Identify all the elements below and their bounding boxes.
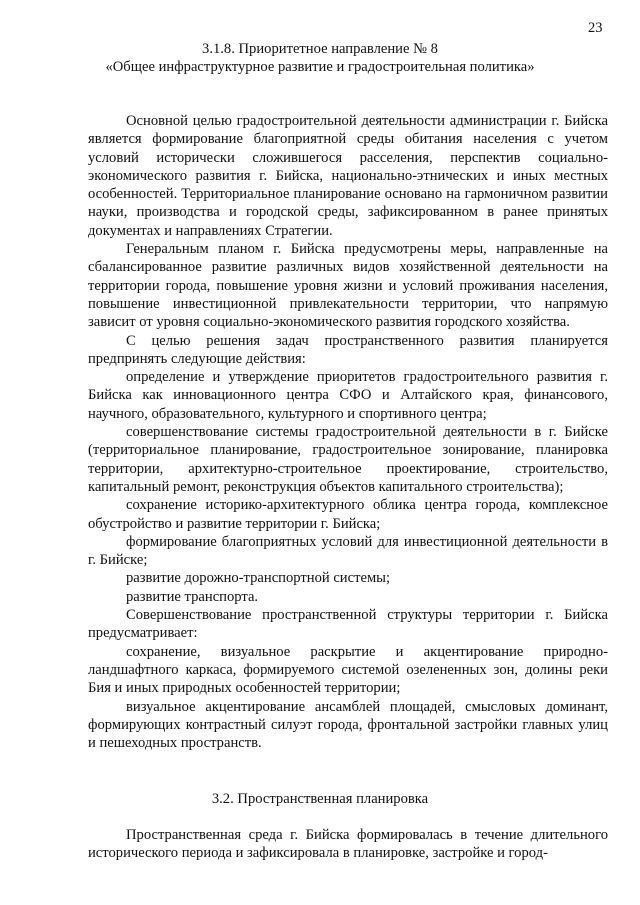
section-heading-title: «Общее инфраструктурное развитие и градостроительная политика» [105, 59, 535, 75]
list-item: определение и утверждение приоритетов градостроительного развития г. Бийска как инновационного центра СФО и Алтайского края, финансового, научного, образовательного, культурного и спортивного центра; [88, 369, 608, 422]
list-item: совершенствование системы градостроительной деятельности в г. Бийске (территориальное планирование, градостроительное зонирование, планировка территории, архитектурно-строительное проектирование, строительство, капитальный ремонт, реконструкция объектов капитального строительства); [88, 424, 608, 495]
paragraph: Основной целью градостроительной деятельности администрации г. Бийска является формирование благоприятной среды обитания населения с учетом условий исторически сложившегося расселения, перспектив социально-экономического развития г. Бийска, национально-этнических и иных местных особенностей. Территориальное планирование основано на гармоничном развитии науки, производства и городской среды, зафиксированном в ранее принятых документах и направлениях Стратегии. [88, 113, 608, 239]
list-item: сохранение, визуальное раскрытие и акцентирование природно-ландшафтного каркаса, формируемого системой озелененных зон, долины реки Бия и иных природных особенностей территории; [88, 643, 608, 697]
page-number: 23 [588, 20, 603, 36]
paragraph: Совершенствование пространственной структуры территории г. Бийска предусматривает: [88, 607, 608, 642]
subsection-heading: 3.2. Пространственная планировка [211, 791, 429, 807]
subsection-body [88, 826, 608, 863]
list-item: визуальное акцентирование ансамблей площадей, смысловых доминант, формирующих контрастный силуэт города, фронтальной застройки главных улиц и пешеходных пространств. [88, 698, 608, 752]
list-item: сохранение историко-архитектурного облика центра города, комплексное обустройство и развитие территории г. Бийска; [88, 497, 608, 532]
paragraph: С целью решения задач пространственного развития планируется предпринять следующие действия: [88, 332, 608, 367]
list-item: развитие дорожно-транспортной системы; [126, 570, 391, 587]
list-item: формирование благоприятных условий для инвестиционной деятельности в г. Бийске; [88, 533, 608, 569]
list-item: развитие транспорта. [126, 588, 259, 605]
section-body [88, 112, 608, 752]
paragraph: Генеральным планом г. Бийска предусмотрены меры, направленные на сбалансированное развитие различных видов хозяйственной деятельности на территории города, повышение уровня жизни и условий проживания населения, повышение инвестиционной привлекательности территории, что напрямую зависит от уровня социально-экономического развития городского хозяйства. [88, 241, 608, 331]
section-heading-number: 3.1.8. Приоритетное направление № 8 [202, 41, 438, 57]
paragraph: Пространственная среда г. Бийска формировалась в течение длительного исторического периода и зафиксировала в планировке, застройке и город- [88, 827, 608, 862]
